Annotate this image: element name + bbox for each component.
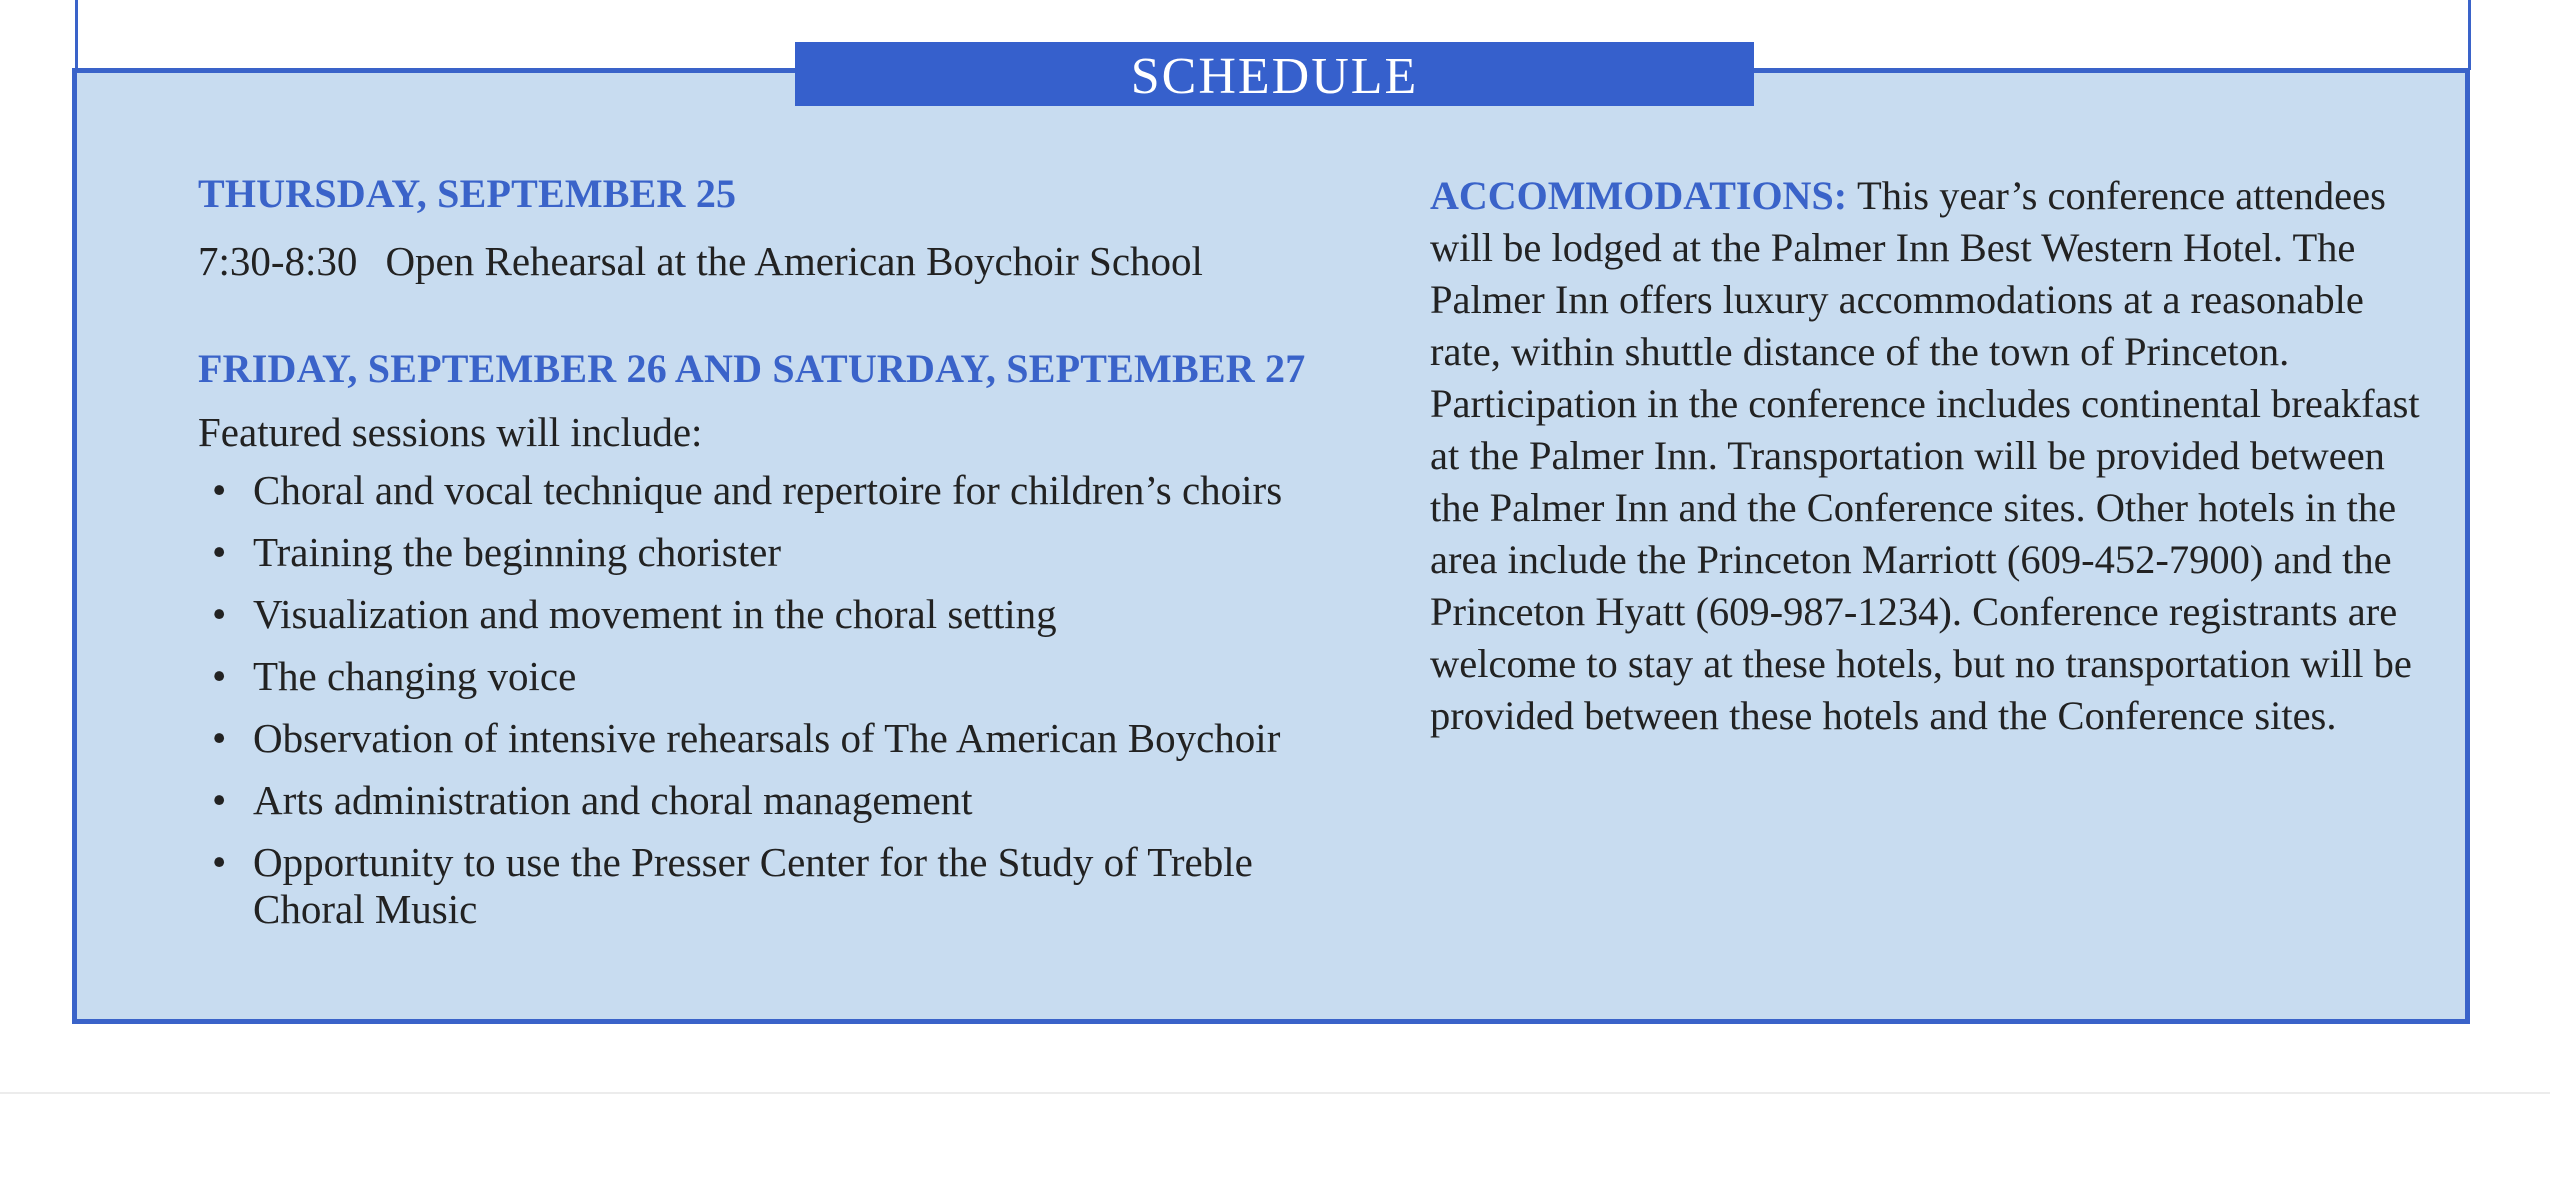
- friday-saturday-heading: FRIDAY, SEPTEMBER 26 AND SATURDAY, SEPTEMBER 27: [198, 346, 1306, 392]
- bullet-icon: •: [212, 776, 227, 823]
- list-item: • The changing voice: [212, 652, 577, 699]
- schedule-title: SCHEDULE: [1130, 48, 1419, 105]
- page-edge: [0, 1092, 2550, 1094]
- thursday-event-text: Open Rehearsal at the American Boychoir School: [385, 238, 1203, 284]
- list-item: • Training the beginning chorister: [212, 528, 781, 575]
- accommodations-text: This year’s conference attendees will be lodged at the Palmer Inn Best Western Hotel. The Palmer Inn offers luxury accommodations at a reasonable rate, within shuttle distance of the town of Princeton. Participation in the conference includes continental breakfast at the Palmer Inn. Transportation will be provided between the Palmer Inn and the Conference sites. Other hotels in the area include the Princeton Marriott (609-452-7900) and the Princeton Hyatt (609-987-1234). Conference registrants are welcome to stay at these hotels, but no transportation will be provided between these hotels and the Conference sites.: [1430, 173, 2420, 738]
- bullet-icon: •: [212, 590, 227, 637]
- list-item: • Choral and vocal technique and repertoire for children’s choirs: [212, 466, 1283, 513]
- list-item: • Observation of intensive rehearsals of The American Boychoir: [212, 714, 1281, 761]
- accommodations-label: ACCOMMODATIONS:: [1430, 173, 1848, 218]
- sessions-list: [198, 467, 1398, 933]
- bullet-icon: •: [212, 652, 227, 699]
- schedule-right-column: [1430, 170, 2430, 742]
- schedule-left-column: [198, 170, 1398, 948]
- accommodations-paragraph: [1430, 170, 2430, 742]
- page-border-left: [75, 0, 78, 70]
- page-border-right: [2468, 0, 2471, 70]
- bullet-icon: •: [212, 528, 227, 575]
- list-item: • Opportunity to use the Presser Center for the Study of Treble Choral Music: [212, 838, 1253, 932]
- bullet-icon: •: [212, 714, 227, 761]
- bullet-icon: •: [212, 466, 227, 513]
- list-item: • Visualization and movement in the choral setting: [212, 590, 1057, 637]
- sessions-intro: Featured sessions will include:: [198, 409, 703, 456]
- bullet-icon: •: [212, 838, 227, 885]
- list-item: • Arts administration and choral management: [212, 776, 973, 823]
- thursday-event: [198, 236, 1398, 287]
- schedule-header: [795, 42, 1754, 106]
- thursday-heading: THURSDAY, SEPTEMBER 25: [198, 171, 737, 216]
- thursday-time: 7:30-8:30: [198, 238, 358, 284]
